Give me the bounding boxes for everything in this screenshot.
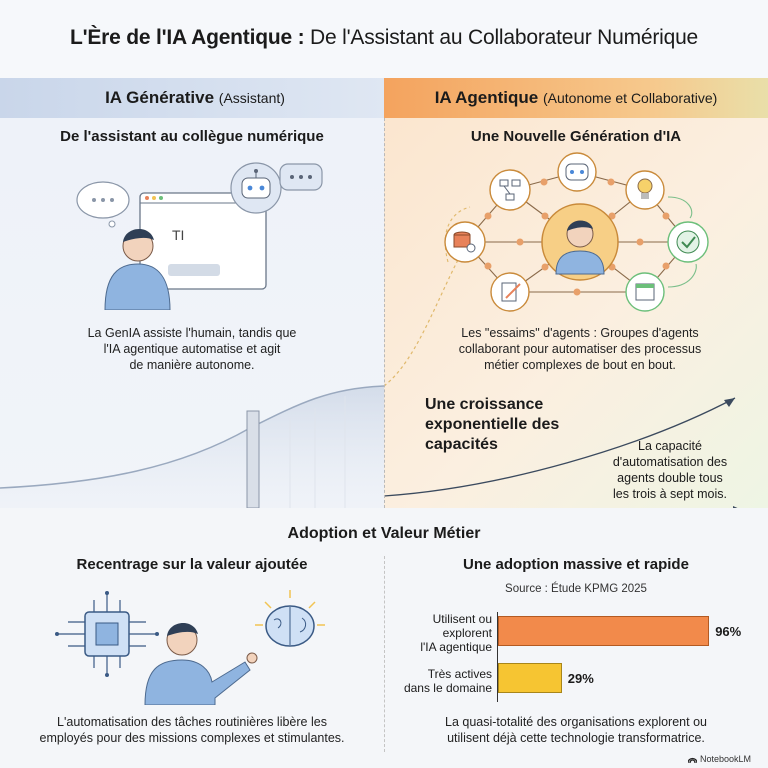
growth-note-line: agents double tous: [617, 471, 723, 485]
value-text-line: employés pour des missions complexes et stimulantes.: [39, 731, 345, 745]
central-person-icon: [542, 204, 618, 280]
person-icon: [145, 623, 257, 705]
robot-icon: [558, 153, 596, 191]
agent-swarm-network: [440, 152, 720, 312]
adoption-heading: Adoption et Valeur Métier: [287, 525, 481, 542]
agentic-text: [410, 325, 750, 373]
agentic-band-subtitle: (Autonome et Collaborative): [543, 90, 718, 106]
document-pen-icon: [491, 273, 529, 311]
robot-icon: [231, 163, 281, 213]
generative-text: [20, 325, 364, 373]
generative-band-label: [70, 88, 320, 108]
growth-title-line: exponentielle des: [425, 416, 560, 433]
microchip-icon: [55, 591, 159, 677]
page-title: [0, 26, 768, 50]
chart-category-label-line: explorent: [442, 626, 492, 640]
value-illustration: [50, 590, 340, 705]
adoption-text: [394, 714, 758, 746]
generative-text-line: de manière autonome.: [129, 358, 255, 372]
adoption-chart-heading: Une adoption massive et rapide: [463, 556, 689, 573]
column-divider: [384, 118, 385, 508]
thought-bubble-icon: [77, 182, 129, 227]
value-heading: Recentrage sur la valeur ajoutée: [76, 556, 308, 573]
chart-category-label-line: Très actives: [427, 667, 492, 681]
chat-bubble-icon: [280, 164, 322, 190]
adoption-text-line: La quasi-totalité des organisations explorent ou: [445, 715, 707, 729]
generative-text-line: La GenIA assiste l'humain, tandis que: [87, 326, 297, 340]
growth-title: [425, 395, 559, 455]
lightbulb-icon: [626, 171, 664, 209]
svg-text:TI: TI: [172, 227, 185, 243]
agentic-band-label: [384, 88, 768, 108]
chart-category-label: [400, 667, 492, 695]
generative-band-title: IA Générative: [105, 88, 215, 107]
database-gear-icon: [445, 222, 485, 262]
agentic-heading: Une Nouvelle Génération d'IA: [470, 128, 682, 145]
agentic-text-line: Les "essaims" d'agents : Groupes d'agents: [461, 326, 699, 340]
adoption-source: Source : Étude KPMG 2025: [505, 583, 647, 595]
calendar-icon: [626, 273, 664, 311]
chart-value-label: 96%: [715, 624, 742, 639]
chart-category-label-line: Utilisent ou: [432, 612, 492, 626]
brain-icon: [255, 590, 325, 646]
page-title-rest: De l'Assistant au Collaborateur Numérique: [310, 26, 699, 49]
growth-note: [596, 438, 744, 502]
chart-bar: [498, 663, 562, 693]
value-text: [10, 714, 374, 746]
footer-brand: [688, 754, 751, 764]
page-title-bold: L'Ère de l'IA Agentique :: [69, 26, 305, 49]
generative-heading: De l'assistant au collègue numérique: [60, 128, 324, 145]
chart-category-label: [400, 612, 492, 654]
notebooklm-logo-icon: [688, 755, 697, 763]
growth-title-line: capacités: [425, 436, 498, 453]
adoption-text-line: utilisent déjà cette technologie transformatrice.: [447, 731, 705, 745]
generative-band-subtitle: (Assistant): [218, 90, 285, 106]
chart-category-label-line: dans le domaine: [403, 681, 492, 695]
growth-note-line: La capacité: [638, 439, 702, 453]
agentic-band-title: IA Agentique: [434, 88, 539, 107]
value-text-line: L'automatisation des tâches routinières libère les: [57, 715, 327, 729]
agentic-text-line: métier complexes de bout en bout.: [484, 358, 676, 372]
chart-bar: [498, 616, 709, 646]
assistant-illustration: [70, 160, 330, 310]
chart-category-label-line: l'IA agentique: [420, 640, 492, 654]
flowchart-icon: [490, 170, 530, 210]
growth-note-line: les trois à sept mois.: [613, 487, 727, 501]
agentic-text-line: collaborant pour automatiser des processus: [458, 342, 702, 356]
growth-title-line: Une croissance: [425, 396, 544, 413]
growth-note-line: d'automatisation des: [612, 455, 728, 469]
generative-text-line: l'IA agentique automatise et agit: [103, 342, 281, 356]
checkmark-icon: [668, 222, 708, 262]
chart-value-label: 29%: [567, 671, 594, 686]
footer-brand-text: NotebookLM: [700, 754, 752, 764]
